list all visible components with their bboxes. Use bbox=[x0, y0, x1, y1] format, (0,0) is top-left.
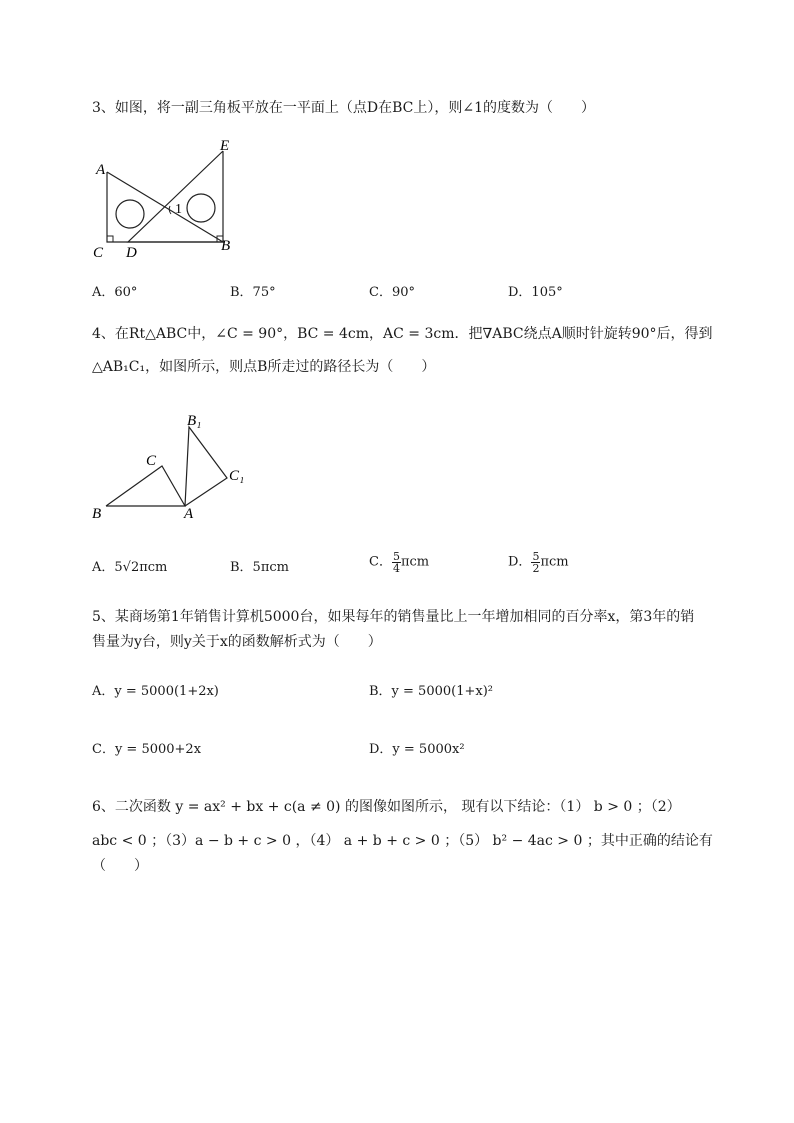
q4-label-b: B bbox=[92, 506, 102, 522]
q4-stem-line2: △AB₁C₁，如图所示，则点B所走过的路径长为（ ） bbox=[92, 359, 436, 375]
q4-option-d-num: 5 bbox=[532, 550, 540, 563]
q3-right-angle-c bbox=[107, 236, 113, 242]
q4-option-d-suffix: πcm bbox=[540, 554, 569, 570]
q3-label-b: B bbox=[221, 238, 231, 254]
q4-option-d-den: 2 bbox=[532, 562, 540, 575]
q5-stem-line2: 售量为y台，则y关于x的函数解析式为（ ） bbox=[92, 634, 382, 650]
q3-stem: 3、如图，将一副三角板平放在一平面上（点D在BC上），则∠1的度数为（ ） bbox=[92, 100, 596, 116]
q3-circle-right bbox=[187, 194, 215, 222]
q4-option-a: A．5√2πcm bbox=[92, 560, 168, 575]
q4-triangle-abc bbox=[106, 466, 185, 506]
q3-figure bbox=[90, 138, 250, 263]
q3-option-d: D．105° bbox=[508, 285, 563, 300]
q5-option-d: D．y = 5000x² bbox=[369, 742, 465, 757]
q4-option-d bbox=[508, 551, 569, 574]
q4-triangle-ab1c1 bbox=[185, 427, 227, 506]
q3-label-a: A bbox=[96, 162, 106, 178]
q4-stem-line1: 4、在Rt△ABC中，∠C = 90°，BC = 4cm，AC = 3cm．把∇ABC绕点A顺时针旋转90°后，得到 bbox=[92, 326, 713, 342]
q3-label-d: D bbox=[126, 245, 137, 261]
q4-option-b: B．5πcm bbox=[230, 560, 289, 575]
q4-option-c-prefix: C． bbox=[369, 554, 392, 570]
q4-figure bbox=[88, 408, 258, 523]
q3-circle-left bbox=[116, 200, 144, 228]
q3-label-c: C bbox=[93, 245, 104, 261]
q4-label-a: A bbox=[184, 506, 194, 522]
q5-option-c: C．y = 5000+2x bbox=[92, 742, 202, 757]
q4-option-c-den: 4 bbox=[392, 562, 400, 575]
q3-option-a: A．60° bbox=[92, 285, 138, 300]
q6-stem-line1: 6、二次函数 y = ax² + bx + c(a ≠ 0) 的图像如图所示， 现有以下结论：（1） b > 0 ；（2） bbox=[92, 799, 681, 815]
q4-label-b1: B₁ bbox=[187, 413, 202, 429]
q5-option-a: A．y = 5000(1+2x) bbox=[92, 684, 219, 699]
q4-option-c-fraction bbox=[392, 551, 401, 574]
q5-stem-line1: 5、某商场第1年销售计算机5000台，如果每年的销售量比上一年增加相同的百分率x，第3年的销 bbox=[92, 609, 695, 625]
q4-option-c-num: 5 bbox=[392, 550, 400, 563]
q4-option-c bbox=[369, 551, 429, 574]
q4-option-c-suffix: πcm bbox=[400, 554, 430, 570]
q4-option-d-prefix: D． bbox=[508, 554, 532, 570]
q3-option-b: B．75° bbox=[230, 285, 276, 300]
q3-label-e: E bbox=[220, 138, 230, 154]
q4-label-c: C bbox=[146, 453, 157, 469]
q3-option-c: C．90° bbox=[369, 285, 415, 300]
q4-label-c1: C₁ bbox=[229, 468, 245, 484]
q6-stem-line3: （ ） bbox=[92, 858, 148, 874]
q5-option-b: B．y = 5000(1+x)² bbox=[369, 684, 493, 699]
q3-label-angle1: 1 bbox=[175, 202, 182, 217]
q6-stem-line2: abc < 0 ；（3）a − b + c > 0 ，（4） a + b + c > 0 ；（5） b² − 4ac > 0 ；其中正确的结论有 bbox=[92, 833, 713, 849]
